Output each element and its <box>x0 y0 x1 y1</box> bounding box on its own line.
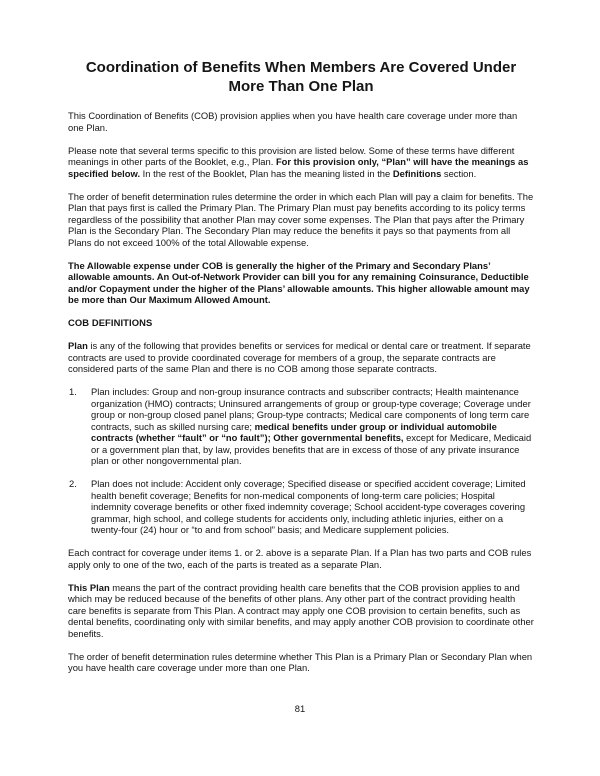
paragraph-order-of-benefit <box>68 191 534 249</box>
document-content <box>68 58 534 674</box>
paragraph-this-plan-text: means the part of the contract providing health care benefits that the COB provision applies to and which may be reduced because of the benefits of other plans. Any other part of the contract providing health care benefits is separate from This Plan. A contract may apply one COB provision to certain benefits, such as dental benefits, coordinating only with similar benefits, and may apply another COB provision to coordinate other benefits. <box>68 581 534 639</box>
paragraph-allowable-expense-text: The Allowable expense under COB is generally the higher of the Primary and Secondary Plans’ allowable amounts. An Out-of-Network Provider can bill you for any remaining Coinsurance, Deductible and/or Copayment under the higher of the Plans’ allowable amounts. This higher allowable amount may be more than Our Maximum Allowed Amount. <box>68 259 530 305</box>
heading-cob-definitions: COB DEFINITIONS <box>68 317 153 328</box>
paragraph-order-determination-text: The order of benefit determination rules determine whether This Plan is a Primary Plan or Secondary Plan when you have health care coverage under more than one Plan. <box>68 650 533 673</box>
list-item-1-text-1: Plan includes: Group and non-group insurance contracts and subscriber contracts; Health maintenance organization (HMO) contracts; Uninsured arrangements of group or group-type coverage; Coverage under group or non-group closed panel plans; Group-type contracts; Medical care components of long term care contracts, such as skilled nursing care; <box>91 386 531 432</box>
paragraph-this-plan-term: This Plan <box>68 581 110 593</box>
page-title <box>68 58 534 96</box>
paragraph-plan-definition-text: is any of the following that provides benefits or services for medical or dental care or treatment. If separate contracts are used to provide coordinated coverage for members of a group, the separate contracts are considered parts of the same Plan and there is no COB among those separate contracts. <box>68 340 531 374</box>
paragraph-each-contract <box>68 547 534 570</box>
paragraph-each-contract-text: Each contract for coverage under items 1. or 2. above is a separate Plan. If a Plan has two parts and COB rules apply only to one of the two, each of the parts is treated as a separate Plan. <box>68 547 532 570</box>
paragraph-terms-bold-definitions: Definitions <box>392 167 442 179</box>
list-item-plan-does-not-include <box>68 478 534 536</box>
list-item-2-text-1: Plan does not include: Accident only coverage; Specified disease or specified accident coverage; Limited health benefit coverage; Benefits for non-medical components of long-term care policies; Hospital indemnity coverage benefits or other fixed indemnity coverage; School accident-type coverages covering grammar, high school, and college students for accidents only, including athletic injuries, either on a twenty-four (24) hour or “to and from school” basis; and Medicare supplement policies. <box>91 478 526 535</box>
paragraph-intro-text: This Coordination of Benefits (COB) provision applies when you have health care coverage under more than one Plan. <box>68 110 518 133</box>
list-item-1-text-2: except for Medicare, Medicaid or a government plan that, by law, provides benefits that are in excess of those of any private insurance plan or other nongovernmental plan. <box>91 432 532 466</box>
list-item-number: 1. <box>69 386 77 397</box>
paragraph-terms-text-3: section. <box>441 167 477 179</box>
paragraph-this-plan <box>68 582 534 640</box>
paragraph-order-of-benefit-text: The order of benefit determination rules determine the order in which each Plan will pay a claim for benefits. The Plan that pays first is called the Primary Plan. The Primary Plan must pay benefits according to its policy terms regardless of the possibility that another Plan may cover some expenses. The Plan that pays after the Primary Plan is the Secondary Plan. The Secondary Plan may reduce the benefits it pays so that payments from all Plans do not exceed 100% of the total Allowable expense. <box>68 190 534 248</box>
paragraph-order-determination <box>68 651 534 674</box>
paragraph-plan-definition-term: Plan <box>68 340 88 351</box>
paragraph-terms <box>68 145 534 180</box>
paragraph-terms-bold-1: For this provision only, “Plan” will have the meanings as specified below. <box>68 156 529 179</box>
paragraph-intro <box>68 110 534 133</box>
paragraph-plan-definition <box>68 340 534 375</box>
list-item-1-bold-1: medical benefits under group or individual automobile contracts (whether “fault” or “no fault”); Other governmental benefits, <box>91 420 497 443</box>
page-title-line-2: More Than One Plan <box>228 78 374 95</box>
page-title-line-1: Coordination of Benefits When Members Are Covered Under <box>85 59 517 76</box>
page-number: 81 <box>294 703 306 714</box>
list-item-text <box>91 386 534 467</box>
paragraph-terms-text-2: In the rest of the Booklet, Plan has the meaning listed in the <box>140 167 393 179</box>
list-item-plan-includes <box>68 386 534 467</box>
paragraph-terms-text-1: Please note that several terms specific to this provision are listed below. Some of these terms have different meanings in other parts of the Booklet, e.g., Plan. <box>68 144 515 167</box>
list-item-text <box>91 478 534 536</box>
paragraph-allowable-expense <box>68 260 534 306</box>
list-item-number: 2. <box>69 478 77 489</box>
